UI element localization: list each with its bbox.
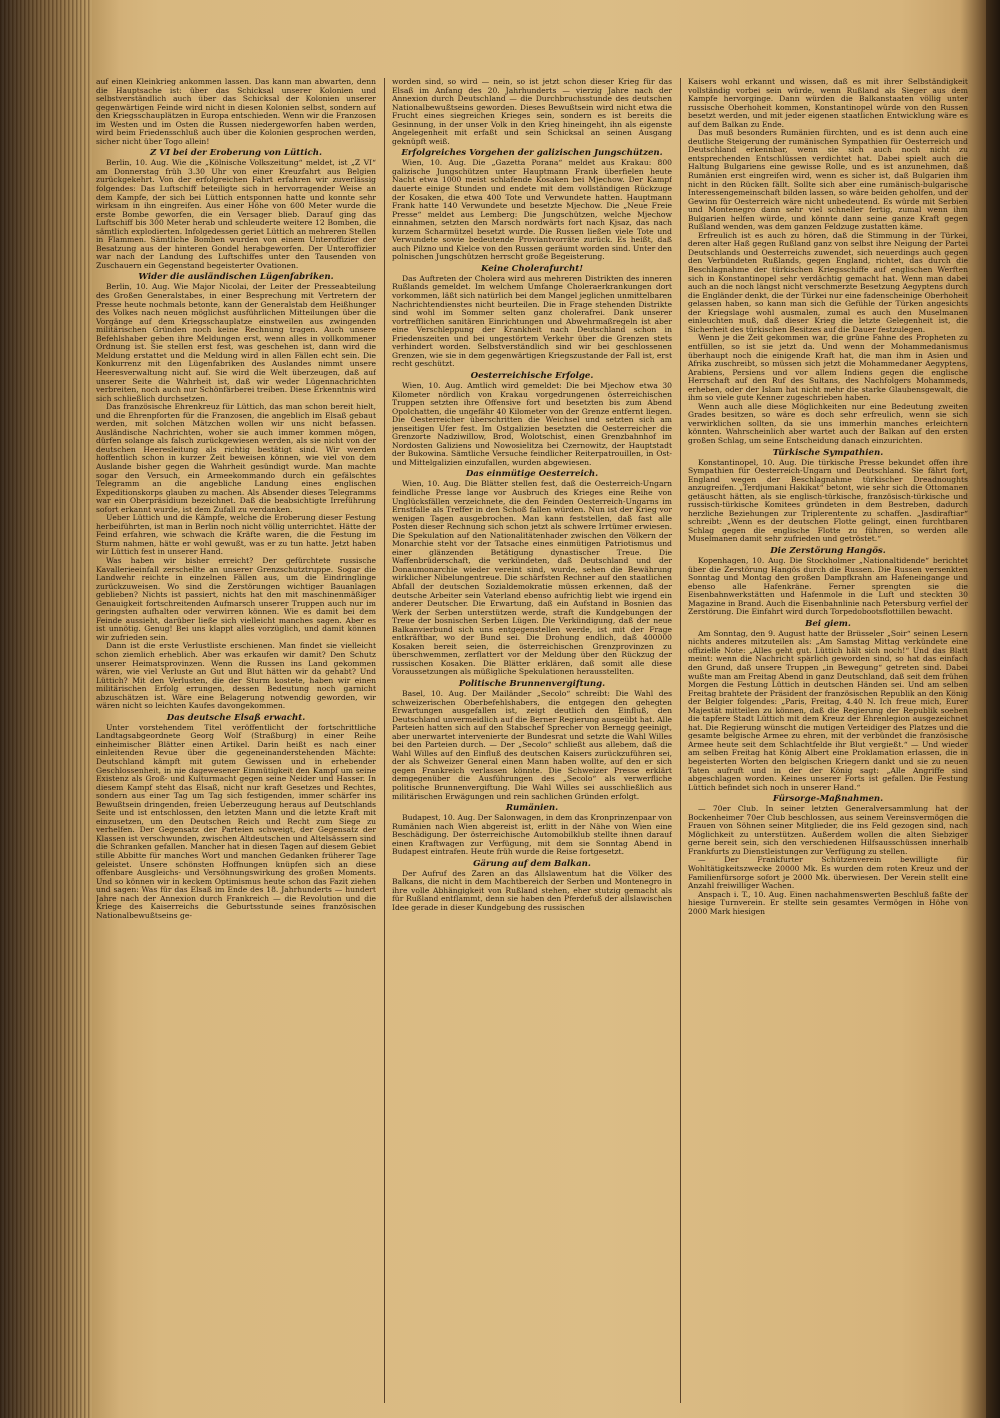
headline: Keine Cholerafurcht! bbox=[480, 263, 584, 274]
paragraph: Wenn auch alle diese Möglichkeiten nur eine Bedeutung zweiten Grades besitzen, so wäre es doch sehr erfreulich, wenn sie sich verwirklichen sollten, da sie uns immerhin manches erleichtern könnten. Wahrscheinlich aber wartet auch der Balkan auf den ersten großen Schlag, um seine Entscheidung danach einzurichten. bbox=[688, 401, 968, 445]
headline: Das deutsche Elsaß erwacht. bbox=[166, 712, 306, 723]
paragraph: Wenn je die Zeit gekommen war, die grüne Fahne des Propheten zu entfüllen, so ist sie jetzt da. Und wenn der Mohammedanismus überhaupt noch die einigende Kraft hat, die man ihm in Asien und Afrika zuschreibt, so müssen sich jetzt die Mohammedaner Aegyptens, Arabiens, Persiens und vor allem Indiens gegen die englische Herrschaft auf den Ruf des Sultans, des Nachfolgers Mohammeds, erheben, oder der Islam hat nicht mehr die starke Glaubensgewalt, die ihm so viele gute Kenner zugeschrieben haben. bbox=[688, 333, 968, 403]
headline: Türkische Sympathien. bbox=[772, 447, 884, 458]
headline: Gärung auf dem Balkan. bbox=[473, 858, 591, 869]
headline: Die Zerstörung Hangös. bbox=[770, 545, 886, 556]
paragraph: — Der Frankfurter Schützenverein bewilligte für Wohltätigkeitszwecke 20000 Mk. Es wurden dem roten Kreuz und der Familienfürsorge sofort je 2000 Mk. überwiesen. Der Verein stellt eine Anzahl freiwilliger Wachen. bbox=[688, 855, 968, 891]
column-rule bbox=[384, 78, 385, 1403]
paragraph: — 70er Club. In seiner letzten Generalversammlung hat der Bockenheimer 70er Club beschlossen, aus seinem Vereinsvermögen die Frauen von Söhnen seiner Mitglieder, die ins Feld gezogen sind, nach Möglichkeit zu unterstützen. Außerdem wollen die alten Siebziger gerne bereit sein, sich den verschiedenen Hilfsausschüssen innerhalb Frankfurts zu Dienstleistungen zur Verfügung zu stellen. bbox=[688, 804, 968, 856]
paragraph: Berlin, 10. Aug. Wie die „Kölnische Volkszeitung“ meldet, ist „Z VI“ am Donnerstag früh 3.30 Uhr von einer Kreuzfahrt aus Belgien zurückgekehrt. Von der erfolgreichen Fahrt erfahren wir zuverlässig folgendes: Das Luftschiff beteiligte sich in hervorragender Weise an dem Kampfe, der sich bei Lüttich entsponnen hatte und konnte sehr wirksam in ihn eingreifen. Aus einer Höhe von 600 Meter wurde die erste Bombe geworfen, die ein Versager blieb. Darauf ging das Luftschiff bis 300 Meter herab und schleuderte weitere 12 Bomben, die sämtlich explodierten. Infolgedessen geriet Lüttich an mehreren Stellen in Flammen. Sämtliche Bomben wurden von einem Unteroffizier der Besatzung aus der hinteren Gondel herabgeworfen. Der Unteroffizier war nach der Landung des Luftschiffes unter den Tausenden von Zuschauern ein Gegenstand begeisterter Ovationen. bbox=[96, 158, 376, 270]
headline: Fürsorge-Maßnahmen. bbox=[772, 794, 884, 805]
paragraph: auf einen Kleinkrieg ankommen lassen. Das kann man abwarten, denn die Hauptsache ist: über das Schicksal unserer Kolonien und selbstverständlich auch über das Schicksal der Kolonien unserer gegenwärtigen Feinde wird nicht in diesen Kolonien selbst, sondern auf den Kriegsschauplätzen in Europa entschieden. Wenn wir die Franzosen im Westen und im Osten die Russen niedergeworfen haben werden, wird beim Friedensschluß auch über die Kolonien gesprochen werden, sicher nicht über Togo allein! bbox=[96, 78, 376, 146]
paragraph: worden sind, so wird — nein, so ist jetzt schon dieser Krieg für das Elsaß im Anfang des 20. Jahrhunderts — vierzig Jahre nach der Annexion durch Deutschland — die Durchbruchsstunde des deutschen Nationalbewußtseins geworden. Dieses Bewußtsein wird nicht etwa die Frucht eines siegreichen Krieges sein, sondern es ist bereits die Gesinnung, in der unser Volk in den Krieg hineingeht, ihn als eigenste Angelegenheit mit erfaßt und sein Schicksal an seinen Ausgang geknüpft weiß. bbox=[392, 78, 672, 146]
paragraph: Was haben wir bisher erreicht? Der gefürchtete russische Kavallerieeinfall zerschellte an unserer Grenzschutztruppe. Sogar die Landwehr reichte in einzelnen Fällen aus, um die Eindringlinge zurückzuweisen. Wo sind die Zerstörungen wichtiger Bauanlagen geblieben? Nichts ist passiert, nichts hat den mit maschinenmäßiger Genauigkeit fortschreitenden Aufmarsch unserer Truppen auch nur im geringsten aufhalten oder verwirren können. Wie es damit bei dem Feinde aussieht, darüber ließe sich vielleicht manches sagen. Aber es ist unnötig. Genug! Bei uns klappt alles vorzüglich, und damit können wir zufrieden sein. bbox=[96, 555, 376, 642]
column-3 bbox=[688, 78, 968, 1403]
paragraph: Das französische Ehrenkreuz für Lüttich, das man schon bereit hielt, und die Ehrenpforten für die Franzosen, die angeblich im Elsaß gebaut werden, mit solchen Mätzchen wollen wir uns nicht befassen. Ausländische Nachrichten, woher sie auch immer kommen mögen, dürfen solange als falsch zurückgewiesen werden, als sie nicht von der deutschen Heeresleitung als richtig bestätigt sind. Wir werden hoffentlich schon in kurzer Zeit beweisen können, wie viel von dem Auslande bisher gegen die Wahrheit gesündigt wurde. Man machte sogar den Versuch, ein Armeekommando durch ein gefälschtes Telegramm an die angebliche Landung eines englischen Expeditionskorps glauben zu machen. Als Absender dieses Telegramms war ein Oberpräsidium bezeichnet. Daß die beabsichtigte Irreführung sofort erkannt wurde, ist dem Zufall zu verdanken. bbox=[96, 402, 376, 514]
paragraph: Budapest, 10. Aug. Der Salonwagen, in dem das Kronprinzenpaar von Rumänien nach Wien abgereist ist, erlitt in der Nähe von Wien eine Beschädigung. Der österreichische Automobilklub stellte ihnen darauf einen Kraftwagen zur Verfügung, mit dem sie Sonntag Abend in Budapest eintrafen. Heute früh wurde die Reise fortgesetzt. bbox=[392, 813, 672, 857]
headline: Rumänien. bbox=[505, 803, 559, 814]
paragraph: Das Auftreten der Cholera wird aus mehreren Distrikten des inneren Rußlands gemeldet. Im welchem Umfange Choleraerkrankungen dort vorkommen, läßt sich natürlich bei dem Mangel jeglichen unmittelbaren Nachrichtendienstes nicht beurteilen. Die in Frage stehenden Distrikte sind wohl im Sommer selten ganz cholerafrei. Dank unserer vortrefflichen sanitären Einrichtungen und Abwehrmaßregeln ist aber eine Verschleppung der Krankheit nach Deutschland schon in Friedenszeiten und bei ungestörtem Verkehr über die Grenzen stets verhindert worden. Selbstverständlich sind wir bei geschlossenen Grenzen, wie sie in dem gegenwärtigen Kriegszustande der Fall ist, erst recht geschützt. bbox=[392, 273, 672, 369]
paragraph: Am Sonntag, den 9. August hatte der Brüsseler „Soir“ seinen Lesern nichts anderes mitzuteilen als: „Am Samstag Mittag verkündete eine offizielle Note: „Alles geht gut. Lüttich hält sich noch!“ Und das Blatt meint: wenn die Nachricht spärlich geworden sind, so hat das einfach den Grund, daß unsere Truppen „in Bewegung“ getreten sind. Dabei wußte man am Freitag Abend in ganz Deutschland, daß seit dem frühen Morgen die Festung Lüttich in deutschen Händen sei. Und am selben Freitag brahtete der Präsident der französischen Republik an den König der Belgier folgendes: „Paris, Freitag, 4.40 N. Ich freue mich, Eurer Majestät mitteilen zu können, daß die Regierung der Republik soeben die tapfere Stadt Lüttich mit dem Kreuz der Ehrenlegion ausgezeichnet hat. Die Regierung wünscht die mutigen Verteidiger des Platzes und die gesamte belgische Armee zu ehren, mit der verbündet die französische Armee heute seit dem Schlachtfelde ihr Blut vergießt.“ — Und wieder am selben Freitag hat König Albert eine Proklamation erlassen, die in begeisterten Worten den belgischen Kriegern dankt und sie zu neuen Taten aufruft und in der der König sagt: „Alle Angriffe sind abgeschlagen worden. Keines unserer Forts ist gefallen. Die Festung Lüttich befindet sich noch in unserer Hand.“ bbox=[688, 628, 968, 792]
paragraph: Wien, 10. Aug. Amtlich wird gemeldet: Die bei Mjechow etwa 30 Kilometer nördlich von Krakau vorgedrungenen österreichischen Truppen setzten ihre Offensive fort und besetzten bis zum Abend Opolchatten, die ungefähr 40 Kilometer von der Grenze entfernt liegen. Die Oesterreicher überschritten die Weichsel und setzten sich am jenseitigen Ufer fest. Im Ostgalizien besetzten die Oesterreicher die Grenzorte Nadziwillow, Brod, Wolotschist, einen Grenzbahnhof im Nordosten Galiziens und Nowosielitza bei Czernowitz, der Hauptstadt der Bukowina. Sämtliche Versuche feindlicher Reiterpatrouillen, in Ost- und Mittelgalizien einzufallen, wurden abgewiesen. bbox=[392, 380, 672, 467]
right-page-edge bbox=[986, 0, 1000, 1418]
paragraph: Unter vorstehendem Titel veröffentlicht der fortschrittliche Landtagsabgeordnete Georg Wolf (Straßburg) in einer Reihe einheimischer Blätter einen Artikel. Darin heißt es nach einer einleitenden Revue über die gegeneinanderstehenden Mächte: Deutschland kämpft mit gutem Gewissen und in erhebender Geschlossenheit, in nie dagewesener Einmütigkeit den Kampf um seine Existenz als Groß- und Kulturmacht gegen seine Neider und Hasser. In diesem Kampf steht das Elsaß, nicht nur kraft Gesetzes und Rechtes, sondern aus einer Tag um Tag sich festigenden, immer schärfer ins Bewußtsein dringenden, freien Ueberzeugung heraus auf Deutschlands Seite und ist entschlossen, den letzten Mann und die letzte Kraft mit einzusetzen, um den Deutschen Reich und Recht zum Siege zu verhelfen. Der Gegensatz der Parteien schweigt, der Gegensatz der Klassen ist verschwunden, zwischen Altdeutschen und Altelsässern sind die Schranken gefallen. Mancher hat in diesen Tagen auf diesem Gebiet stille Abbitte für manches Wort und manchen Gedanken früherer Tage geleistet. Unsere schönsten Hoffnungen knüpfen sich an diese offenbare Ausgleichs- und Versöhnungswirkung des großen Moments. Und so können wir in keckem Optimismus heute schon das Fazit ziehen und sagen: Was für das Elsaß im Ende des 18. Jahrhunderts — hundert Jahre nach der Annexion durch Frankreich — die Revolution und die Kriege des Kaiserreichs die Geburtsstunde seines französischen Nationalbewußtseins ge- bbox=[96, 722, 376, 920]
headline: Das einmütige Oesterreich. bbox=[465, 469, 599, 480]
paragraph: Konstantinopel, 10. Aug. Die türkische Presse bekundet offen ihre Sympathien für Oesterreich-Ungarn und Deutschland. Sie fährt fort, England wegen der Beschlagnahme türkischer Dreadnoughts anzugreifen. „Terdjumani Hakikat“ betont, wie sehr sich die Ottomanen getäuscht hätten, als sie englisch-türkische, französisch-türkische und russisch-türkische Komitees gründeten in dem Bestreben, dadurch herzliche Beziehungen zur Triplerentente zu schaffen. „Jasdiraftiar“ schreibt: „Wenn es der deutschen Flotte gelingt, einen furchtbaren Schlag gegen die englische Flotte zu führen, so werden alle Muselmanen damit sehr zufrieden und getröstet.“ bbox=[688, 457, 968, 544]
paragraph: Erfreulich ist es auch zu hören, daß die Stimmung in der Türkei, deren alter Haß gegen Rußland ganz von selbst ihre Neigung der Partei Deutschlands und Oesterreichs zuwendet, sich neuerdings auch gegen den Verbündeten Rußlands, gegen England, richtet, das durch die Beschlagnahme der türkischen Kriegsschiffe auf englischen Werften sich in Konstantinopel sehr verdächtig gemacht hat. Wenn man dabei auch an die noch längst nicht verschmerzte Besetzung Aegyptens durch die Engländer denkt, die der Türkei nur eine fadenscheinige Oberhoheit gelassen haben, so kann man sich die Gefühle der Türken angesichts der Kriegslage wohl ausmalen, zumal es auch den Muselmanen einleuchten muß, daß dieser Krieg die letzte Gelegenheit ist, die Sicherheit des türkischen Besitzes auf die Dauer festzulegen. bbox=[688, 230, 968, 334]
headline: Erfolgreiches Vorgehen der galizischen Jungschützen. bbox=[401, 148, 663, 159]
headline: Politische Brunnenvergiftung. bbox=[458, 679, 606, 689]
paragraph: Wien, 10. Aug. Die Blätter stellen fest, daß die Oesterreich-Ungarn feindliche Presse lange vor Ausbruch des Krieges eine Reihe von Unglücksfällen verzeichnete, die den Feinden Oesterreich-Ungarns im Ernstfalle als Treffer in den Schoß fallen würden. Nun ist der Krieg vor wenigen Tagen ausgebrochen. Man kann feststellen, daß fast alle Posten dieser Rechnung sich schon jetzt als schwere Irrtümer erwiesen. Die Spekulation auf den Nationalitätenhader zwischen den Völkern der Monarchie steht vor der Tatsache eines einmütigen Patriotismus und einer glänzenden Betätigung dynastischer Treue. Die Waffenbrüderschaft, die verkündeten, daß Deutschland und der Donaumonarchie wieder vereint sind, wurde, sehen die Bewährung wirklicher Nibelungentreue. Die schärfsten Rechner auf den staatlichen Abfall der deutschen Sozialdemokratie müssen erkennen, daß der deutsche Arbeiter sein Vaterland ebenso aufrichtig liebt wie irgend ein anderer Deutscher. Die Erwartung, daß ein Aufstand in Bosnien das Werk der Serben unterstützen werde, straft die Kundgebungen der Treue der bosnischen Serben Lügen. Die Verkündigung, daß der neue Balkanvierbund sich uns entgegenstellen werde, ist mit der Frage entkräftbar, wo der Bund sei. Die Drohung endlich, daß 400000 Kosaken bereit seien, die österreichischen Grenzprovinzen zu überschwemmen, zerflattert vor der Meldung über den Rückzug der russischen Kosaken. Die Blätter erklären, daß somit alle diese Voraussetzungen als müßigliche Spekulationen herausstellten. bbox=[392, 479, 672, 677]
paragraph: Wien, 10. Aug. Die „Gazetta Porana“ meldet aus Krakau: 800 galizische Jungschützen unter Hauptmann Frank überfielen heute Nacht etwa 1000 meist schlafende Kosaken bei Mjechow. Der Kampf dauerte einige Stunden und endete mit dem vollständigen Rückzuge der Kosaken, die etwa 400 Tote und Verwundete hatten. Hauptmann Frank hatte 140 Verwundete und besetzte Mjechow. Die „Neue Freie Presse“ meldet aus Lemberg: Die Jungschützen, welche Mjechow einnahmen, setzten den Marsch nordwärts fort nach Kjsaz, das nach kurzem Scharmützel besetzt wurde. Die Russen ließen viele Tote und Verwundete sowie bedeutende Proviantvorräte zurück. Es heißt, daß auch Pilzno und Kielce von den Russen geräumt worden sind. Unter den polnischen Jungschützen herrscht große Begeisterung. bbox=[392, 158, 672, 262]
column-1 bbox=[96, 78, 376, 1403]
paragraph: Kaisers wohl erkannt und wissen, daß es mit ihrer Selbständigkeit vollständig vorbei sein würde, wenn Rußland als Sieger aus dem Kampfe hervorginge. Dann würden die Balkanstaaten völlig unter russische Oberhoheit kommen, Konstantinopel würde von den Russen besetzt werden, und mit jeder eigenen staatlichen Entwicklung wäre es auf dem Balkan zu Ende. bbox=[688, 78, 968, 129]
paragraph: Kopenhagen, 10. Aug. Die Stockholmer „Nationaltidende“ berichtet über die Zerstörung Hangös durch die Russen. Die Russen versenkten Sonntag und Montag den großen Dampfkrahn am Hafeneingange und ebenso alle Hafenkräne. Ferner sprengten sie die Eisenbahnwerkstätten und Hafenmole in die Luft und steckten 30 Magazine in Brand. Auch die Eisenbahnlinie nach Petersburg verfiel der Zerstörung. Die Einfahrt wird durch Torpedobootsflottillen bewacht. bbox=[688, 555, 968, 617]
newspaper-page-body bbox=[96, 78, 976, 1403]
paragraph: Dann ist die erste Verlustliste erschienen. Man findet sie vielleicht schon ziemlich erheblich. Aber was erkaufen wir damit? Den Schutz unserer Heimatsprovinzen. Wenn die Russen ins Land gekommen wären, wie viel Verluste an Gut und Blut hätten wir da gehabt? Und Lüttich? Mit den Verlusten, die der Sturm kostete, haben wir einen militärischen Erfolg errungen, dessen Bedeutung noch garnicht abzuschätzen ist. Wäre eine Belagerung notwendig geworden, wir wären nicht so leichten Kaufes davongekommen. bbox=[96, 641, 376, 711]
paragraph: Ueber Lüttich und die Kämpfe, welche die Eroberung dieser Festung herbeiführten, ist man in Berlin noch nicht völlig unterrichtet. Hätte der Feind erfahren, wie schwach die Kräfte waren, die die Festung im Sturm nahmen, hätte er wohl gewußt, was er zu tun hatte. Jetzt haben wir Lüttich fest in unserer Hand. bbox=[96, 513, 376, 557]
book-binding-edge bbox=[0, 0, 92, 1418]
paragraph: Basel, 10. Aug. Der Mailänder „Secolo“ schreibt: Die Wahl des schweizerischen Oberbefehlshabers, die entgegen den gehegten Erwartungen ausgefallen ist, zeigt deutlich den Einfluß, den Deutschland unvermeidlich auf die Berner Regierung ausgeübt hat. Alle Parteien hatten sich auf den Stabschef Sprecher von Bernegg geeinigt, aber unerwartet intervenierte der Bundesrat und setzte die Wahl Willes bei den Parteien durch. — Der „Secolo“ schließt aus allebem, daß die Wahl Willes auf den Einfluß des deutschen Kaisers zurückzuführen sei, der als Schweizer General einen Mann haben wollte, auf den er sich gegen Frankreich verlassen könnte. Die Schweizer Presse erklärt demgegenüber die Ausführungen des „Secolo“ als verwerfliche politische Brunnenvergiftung. Die Wahl Willes sei ausschließlich aus militärischen Erwägungen und rein sachlichen Gründen erfolgt. bbox=[392, 689, 672, 801]
column-rule bbox=[680, 78, 681, 1403]
paragraph: Berlin, 10. Aug. Wie Major Nicolai, der Leiter der Presseabteilung des Großen Generalstabes, in einer Besprechung mit Vertretern der Presse heute nochmals betonte, kann der Generalstab dem Heißhunger des Volkes nach neuen möglichst ausführlichen Mitteilungen über die Vorgänge auf dem Kriegsschauplatze einstweilen aus zwingenden militärischen Gründen noch keine Rechnung tragen. Auch unsere Befehlshaber geben ihre Meldungen erst, wenn alles in vollkommener Ordnung ist. Sie stellen erst fest, was geschehen ist, dann wird die Meldung erstattet und die Meldung wird in allen Fällen echt sein. Die Konkurrenz mit den Lügenfabriken des Auslandes nimmt unsere Heeresverwaltung nicht auf. Sie wird die Welt überzeugen, daß auf unserer Seite die Wahrheit ist, daß wir weder Lügennachrichten verbreiten, noch auch nur Schönfärberei treiben. Diese Erkenntnis wird sich schließlich durchsetzen. bbox=[96, 282, 376, 403]
headline: Z VI bei der Eroberung von Lüttich. bbox=[150, 148, 322, 159]
headline: Oesterreichische Erfolge. bbox=[470, 370, 594, 381]
paragraph: Der Aufruf des Zaren an das Allslawentum hat die Völker des Balkans, die nicht in dem Machtbereich der Serben und Montenegro in ihre volle Abhängigkeit von Rußland stehen, eher stutzig gemacht als für Rußland entflammt, denn sie haben den Pferdefuß der allslawischen Idee gerade in dieser Kundgebung des russischen bbox=[392, 868, 672, 913]
headline: Wider die ausländischen Lügenfabriken. bbox=[138, 272, 334, 283]
paragraph: Das muß besonders Rumänien fürchten, und es ist denn auch eine deutliche Steigerung der rumänischen Sympathien für Oesterreich und Deutschland erkennbar, wenn sie sich auch noch nicht zu entsprechenden Entschlüssen verdichtet hat. Dabei spielt auch die Haltung Bulgariens eine gewisse Rolle, und es ist anzunehmen, daß Rumänien erst eingreifen wird, wenn es sicher ist, daß Bulgarien ihm nicht in den Rücken fällt. Sollte sich aber eine rumänisch-bulgarische Interessengemeinschaft bilden lassen, so wäre beiden geholfen, und der Gewinn für Oesterreich wäre nicht unbedeutend. Es würde mit Serbien und Montenegro dann sehr viel schneller fertig, zumal wenn ihm Bulgarien helfen würde, und könnte dann seine ganze Kraft gegen Rußland wenden, was dem ganzen Feldzuge zustatten käme. bbox=[688, 128, 968, 232]
headline: Bei giem. bbox=[805, 618, 851, 629]
paragraph: Anspach i. T., 10. Aug. Einen nachahmenswerten Beschluß faßte der hiesige Turnverein. Er stellte sein gesamtes Vermögen in Höhe von 2000 Mark hiesigen bbox=[688, 889, 968, 916]
column-2 bbox=[392, 78, 672, 1403]
